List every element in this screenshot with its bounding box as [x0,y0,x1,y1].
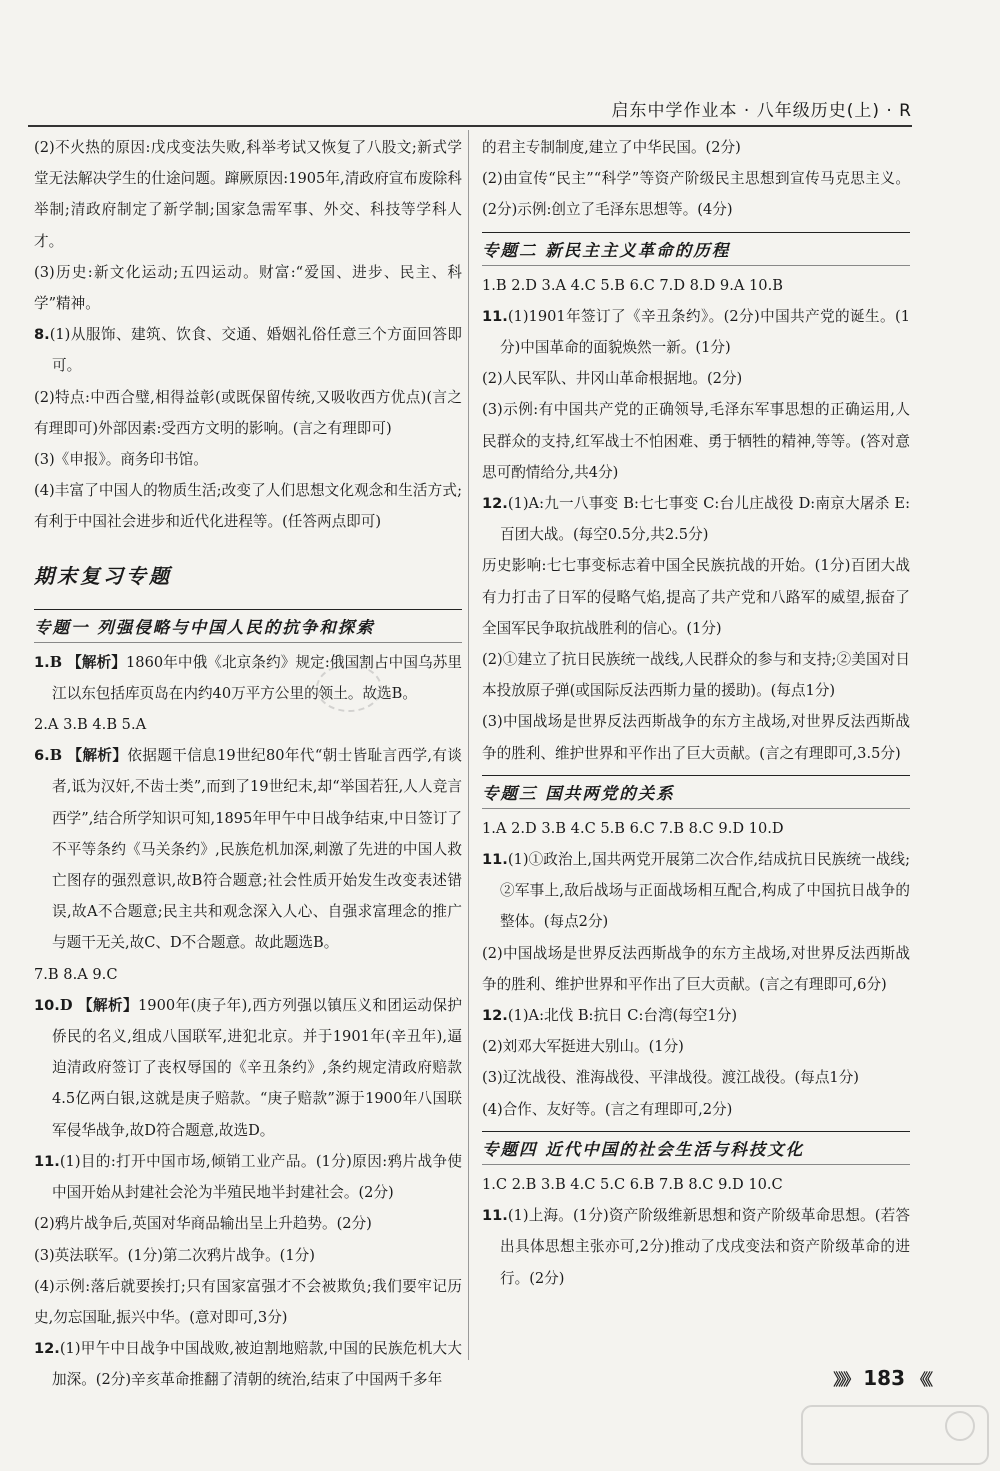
answer-text: (2)鸦片战争后,英国对华商品输出呈上升趋势。(2分) [34,1215,372,1233]
answer-tag: B 【解析】 [49,653,126,671]
question-number: 6. [34,747,50,765]
question-number: 12. [34,1340,60,1358]
answer-text: 1860年中俄《北京条约》规定:俄国割占中国乌苏里江以东包括库页岛在内约40万平方公里的领土。故选B。 [52,653,463,702]
answer-text: (3)《申报》。商务印书馆。 [34,451,208,469]
page-number-area [833,1366,930,1390]
answer-paragraph [482,844,910,938]
answer-paragraph [34,709,462,740]
answer-paragraph [34,990,462,1146]
answer-paragraph [482,813,910,844]
answer-text: (4)丰富了中国人的物质生活;改变了人们思想文化观念和生活方式;有利于中国社会进步和近代化进程等。(任答两点即可) [34,482,462,531]
answer-text: 1900年(庚子年),西方列强以镇压义和团运动保护侨民的名义,组成八国联军,进犯北京。并于1901年(辛丑年),逼迫清政府签订了丧权辱国的《辛丑条约》,条约规定清政府赔款4.5亿两白银,这就是庚子赔款。“庚子赔款”源于1900年八国联军侵华战争,故D符合题意,故选D。 [52,996,462,1139]
answer-text: (1)A:九一八事变 B:七七事变 C:台儿庄战役 D:南京大屠杀 E:百团大战。(每空0.5分,共2.5分) [500,495,910,544]
answer-paragraph [482,1000,910,1031]
answer-text: (4)示例:落后就要挨打;只有国家富强才不会被欺负;我们要牢记历史,勿忘国耻,振兴中华。(意对即可,3分) [34,1277,462,1326]
answer-paragraph [482,132,910,163]
answer-text: 1.B 2.D 3.A 4.C 5.B 6.C 7.D 8.D 9.A 10.B [482,276,783,294]
answer-paragraph [34,1208,462,1239]
question-number: 1. [34,653,50,671]
answer-paragraph [34,382,462,444]
answer-text: 历史影响:七七事变标志着中国全民族抗战的开始。(1分)百团大战有力打击了日军的侵略气焰,提高了共产党和八路军的威望,振奋了全国军民争取抗战胜利的信心。(1分) [482,557,910,637]
answer-text: (1)目的:打开中国市场,倾销工业产品。(1分)原因:鸦片战争使中国开始从封建社会沦为半殖民地半封建社会。(2分) [52,1152,462,1202]
answer-paragraph [34,1333,462,1395]
answer-paragraph [34,444,462,475]
answer-paragraph [34,740,462,958]
answer-paragraph [482,163,910,225]
topic-heading: 专题二 新民主主义革命的历程 [482,232,910,266]
answer-paragraph [482,1031,910,1062]
answer-text: (1)1901年签订了《辛丑条约》。(2分)中国共产党的诞生。(1分)中国革命的面貌焕然一新。(1分) [500,307,910,357]
answer-text: (1)①政治上,国共两党开展第二次合作,结成抗日民族统一战线;②军事上,敌后战场与正面战场相互配合,构成了中国抗日战争的整体。(每点2分) [500,851,910,931]
chevron-left-icon: 《《 [911,1370,930,1389]
answer-paragraph [482,394,910,488]
answer-text: (2)刘邓大军挺进大别山。(1分) [482,1038,684,1056]
stamp-mark [316,664,382,712]
topic-heading: 专题三 国共两党的关系 [482,775,910,809]
topic-heading: 专题四 近代中国的社会生活与科技文化 [482,1131,910,1165]
question-number: 11. [482,851,508,869]
chevron-right-icon: 》》》 [833,1370,857,1389]
section-title: 期末复习专题 [34,563,172,588]
question-number: 12. [482,495,508,513]
answer-text: (2)人民军队、井冈山革命根据地。(2分) [482,370,743,388]
answer-paragraph [34,257,462,319]
answer-tag: B 【解析】 [49,747,128,765]
running-header: 启东中学作业本 · 八年级历史(上) · R [28,96,912,127]
answer-paragraph [482,550,910,644]
answer-text: (1)甲午中日战争中国战败,被迫割地赔款,中国的民族危机大大加深。(2分)辛亥革命推翻了清朝的统治,结束了中国两千多年 [52,1340,462,1389]
answer-paragraph [34,1146,462,1208]
question-number: 12. [482,1007,508,1025]
right-column [482,132,910,1294]
column-divider [468,130,469,1360]
answer-text: 依据题干信息19世纪80年代“朝士皆耻言西学,有谈者,诋为汉奸,不齿士类”,而到了19世纪末,却“举国若狂,人人竞言西学”,结合所学知识可知,1895年甲午中日战争结束,中日签订了不平等条约《马关条约》,民族危机加深,刺激了先进的中国人救亡图存的强烈意识,故B符合题意;社会性质开始发生改变表述错误,故A不合题意;民主共和观念深入人心、自强求富理念的推广与题干无关,故C、D不合题意。故此题选B。 [52,747,462,952]
answer-paragraph [482,363,910,394]
answer-text: (2)由宣传“民主”“科学”等资产阶级民主思想到宣传马克思主义。(2分)示例:创立了毛泽东思想等。(4分) [482,170,910,219]
answer-text: 1.C 2.B 3.B 4.C 5.C 6.B 7.B 8.C 9.D 10.C [482,1175,783,1193]
answer-paragraph [34,319,462,381]
answer-paragraph [482,488,910,550]
answer-text: (1)A:北伐 B:抗日 C:台湾(每空1分) [507,1007,738,1025]
answer-paragraph [482,270,910,301]
answer-paragraph [34,475,462,537]
answer-paragraph [482,1062,910,1093]
answer-text: (3)示例:有中国共产党的正确领导,毛泽东军事思想的正确运用,人民群众的支持,红军战士不怕困难、勇于牺牲的精神,等等。(答对意思可酌情给分,共4分) [482,401,910,481]
topic-heading: 专题一 列强侵略与中国人民的抗争和探索 [34,609,462,643]
answer-paragraph [482,301,910,363]
answer-paragraph [34,959,462,990]
answer-text: (1)从服饰、建筑、饮食、交通、婚姻礼俗任意三个方面回答即可。 [49,326,462,375]
answer-text: (2)①建立了抗日民族统一战线,人民群众的参与和支持;②美国对日本投放原子弹(或国际反法西斯力量的援助)。(每点1分) [482,651,910,700]
answer-paragraph [482,644,910,706]
question-number: 11. [482,1207,508,1225]
answer-text: (3)历史:新文化运动;五四运动。财富:“爱国、进步、民主、科学”精神。 [34,263,462,313]
answer-paragraph [482,1169,910,1200]
answer-paragraph [34,1240,462,1271]
answer-text: (1)上海。(1分)资产阶级维新思想和资产阶级革命思想。(若答出具体思想主张亦可,2分)推动了戊戌变法和资产阶级革命的进行。(2分) [500,1207,910,1287]
answer-text: 1.A 2.D 3.B 4.C 5.B 6.C 7.B 8.C 9.D 10.D [482,819,784,837]
answer-paragraph [482,706,910,768]
page-number: 183 [863,1366,906,1390]
answer-text: (2)中国战场是世界反法西斯战争的东方主战场,对世界反法西斯战争的胜利、维护世界和平作出了巨大贡献。(言之有理即可,6分) [482,944,910,993]
left-column [34,132,462,1396]
answer-paragraph [482,1200,910,1294]
question-number: 11. [34,1152,60,1170]
answer-text: (3)中国战场是世界反法西斯战争的东方主战场,对世界反法西斯战争的胜利、维护世界和平作出了巨大贡献。(言之有理即可,3.5分) [482,713,910,762]
answer-text: (4)合作、友好等。(言之有理即可,2分) [482,1100,733,1118]
answer-text: (2)特点:中西合璧,相得益彰(或既保留传统,又吸收西方优点)(言之有理即可)外部因素:受西方文明的影响。(言之有理即可) [34,388,462,437]
question-number: 10. [34,996,60,1014]
answer-text: 的君主专制制度,建立了中华民国。(2分) [482,139,741,156]
question-number: 8. [34,326,50,344]
question-number: 11. [482,307,508,325]
answer-text: (3)英法联军。(1分)第二次鸦片战争。(1分) [34,1246,315,1264]
answer-paragraph [34,1271,462,1333]
answer-text: (3)辽沈战役、淮海战役、平津战役。渡江战役。(每点1分) [482,1069,860,1087]
answer-paragraph [34,132,462,257]
answer-tag: D 【解析】 [59,996,139,1014]
answer-paragraph [482,1094,910,1125]
answer-paragraph [34,647,462,709]
answer-text: (2)不火热的原因:戊戌变法失败,科举考试又恢复了八股文;新式学堂无法解决学生的仕途问题。蹿厥原因:1905年,清政府宣布废除科举制;清政府制定了新学制;国家急需军事、外交、科技等学科人才。 [34,139,462,250]
answer-text: 7.B 8.A 9.C [34,965,118,983]
watermark-logo [800,1404,990,1466]
answer-text: 2.A 3.B 4.B 5.A [34,716,147,734]
answer-paragraph [482,938,910,1000]
